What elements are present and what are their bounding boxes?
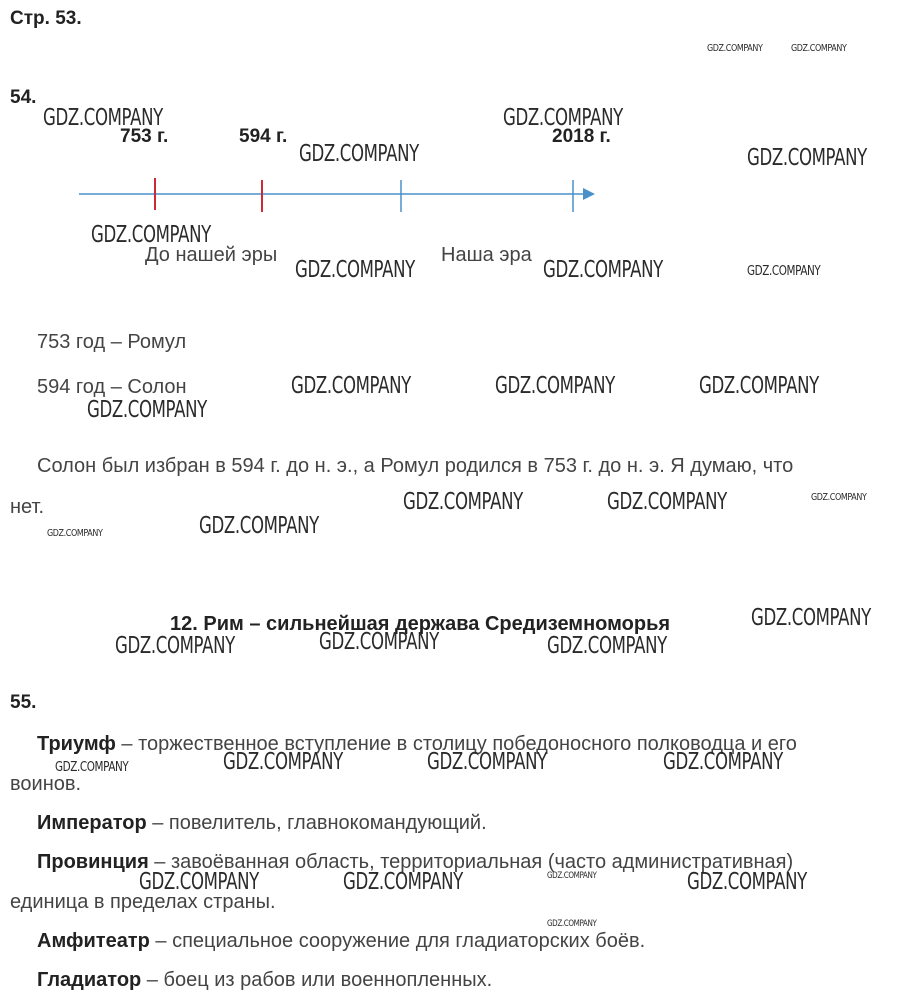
term-triumph-definition-cont: воинов. [10, 773, 82, 795]
watermark: GDZ.COMPANY [607, 489, 727, 515]
term-gladiator-definition: – боец из рабов или военнопленных. [141, 969, 493, 991]
watermark: GDZ.COMPANY [199, 513, 319, 539]
term-province-definition: – завоёванная область, территориальная (часто административная) [148, 851, 794, 873]
watermark: GDZ.COMPANY [547, 871, 597, 881]
watermark: GDZ.COMPANY [299, 141, 419, 167]
term-province: Провинция [37, 851, 149, 873]
watermark: GDZ.COMPANY [663, 749, 783, 775]
timeline-date-594: 594 г. [239, 126, 288, 147]
term-province-definition-cont: единица в пределах страны. [10, 891, 276, 913]
watermark: GDZ.COMPANY [55, 760, 129, 775]
term-amphitheatre-definition: – специальное сооружение для гладиаторских боёв. [149, 930, 646, 952]
watermark: GDZ.COMPANY [319, 629, 439, 655]
timeline-ad-label: Наша эра [441, 244, 532, 266]
watermark: GDZ.COMPANY [543, 257, 663, 283]
term-emperor-definition: – повелитель, главнокомандующий. [146, 812, 487, 834]
watermark: GDZ.COMPANY [547, 633, 667, 659]
watermark: GDZ.COMPANY [47, 528, 103, 539]
timeline-arrowhead [583, 188, 595, 200]
watermark: GDZ.COMPANY [223, 749, 343, 775]
watermark: GDZ.COMPANY [699, 373, 819, 399]
watermark: GDZ.COMPANY [687, 869, 807, 895]
watermark: GDZ.COMPANY [751, 605, 871, 631]
watermark: GDZ.COMPANY [139, 869, 259, 895]
term-triumph-definition: – торжественное вступление в столицу победоносного полководца и его [115, 733, 797, 755]
watermark: GDZ.COMPANY [291, 373, 411, 399]
watermark: GDZ.COMPANY [343, 869, 463, 895]
task-54-number: 54. [10, 87, 37, 108]
watermark: GDZ.COMPANY [495, 373, 615, 399]
watermark: GDZ.COMPANY [707, 43, 763, 54]
watermark: GDZ.COMPANY [747, 264, 821, 279]
watermark: GDZ.COMPANY [427, 749, 547, 775]
term-line [37, 969, 492, 992]
watermark: GDZ.COMPANY [43, 105, 163, 131]
watermark: GDZ.COMPANY [295, 257, 415, 283]
timeline-date-753: 753 г. [120, 126, 169, 147]
timeline-bc-label: До нашей эры [145, 244, 278, 266]
watermark: GDZ.COMPANY [503, 105, 623, 131]
answer-paragraph-end: нет. [10, 496, 45, 518]
term-amphitheatre: Амфитеатр [37, 930, 150, 952]
answer-line-753: 753 год – Ромул [37, 331, 187, 353]
watermark: GDZ.COMPANY [403, 489, 523, 515]
watermark: GDZ.COMPANY [547, 919, 597, 929]
watermark: GDZ.COMPANY [791, 43, 847, 54]
term-emperor: Император [37, 812, 147, 834]
timeline-date-2018: 2018 г. [552, 126, 611, 147]
watermark: GDZ.COMPANY [811, 492, 867, 503]
term-line [37, 930, 645, 953]
answer-line-594: 594 год – Солон [37, 376, 187, 398]
watermark: GDZ.COMPANY [87, 397, 207, 423]
watermark: GDZ.COMPANY [747, 145, 867, 171]
watermark: GDZ.COMPANY [115, 633, 235, 659]
answer-paragraph: Солон был избран в 594 г. до н. э., а Ромул родился в 753 г. до н. э. Я думаю, что [37, 455, 794, 477]
term-line [37, 812, 487, 835]
watermark: GDZ.COMPANY [91, 222, 211, 248]
task-55-number: 55. [10, 692, 37, 713]
page-reference: Стр. 53. [10, 8, 82, 29]
term-gladiator: Гладиатор [37, 969, 142, 991]
section-title: 12. Рим – сильнейшая держава Средиземноморья [170, 613, 671, 635]
term-triumph: Триумф [37, 733, 116, 755]
